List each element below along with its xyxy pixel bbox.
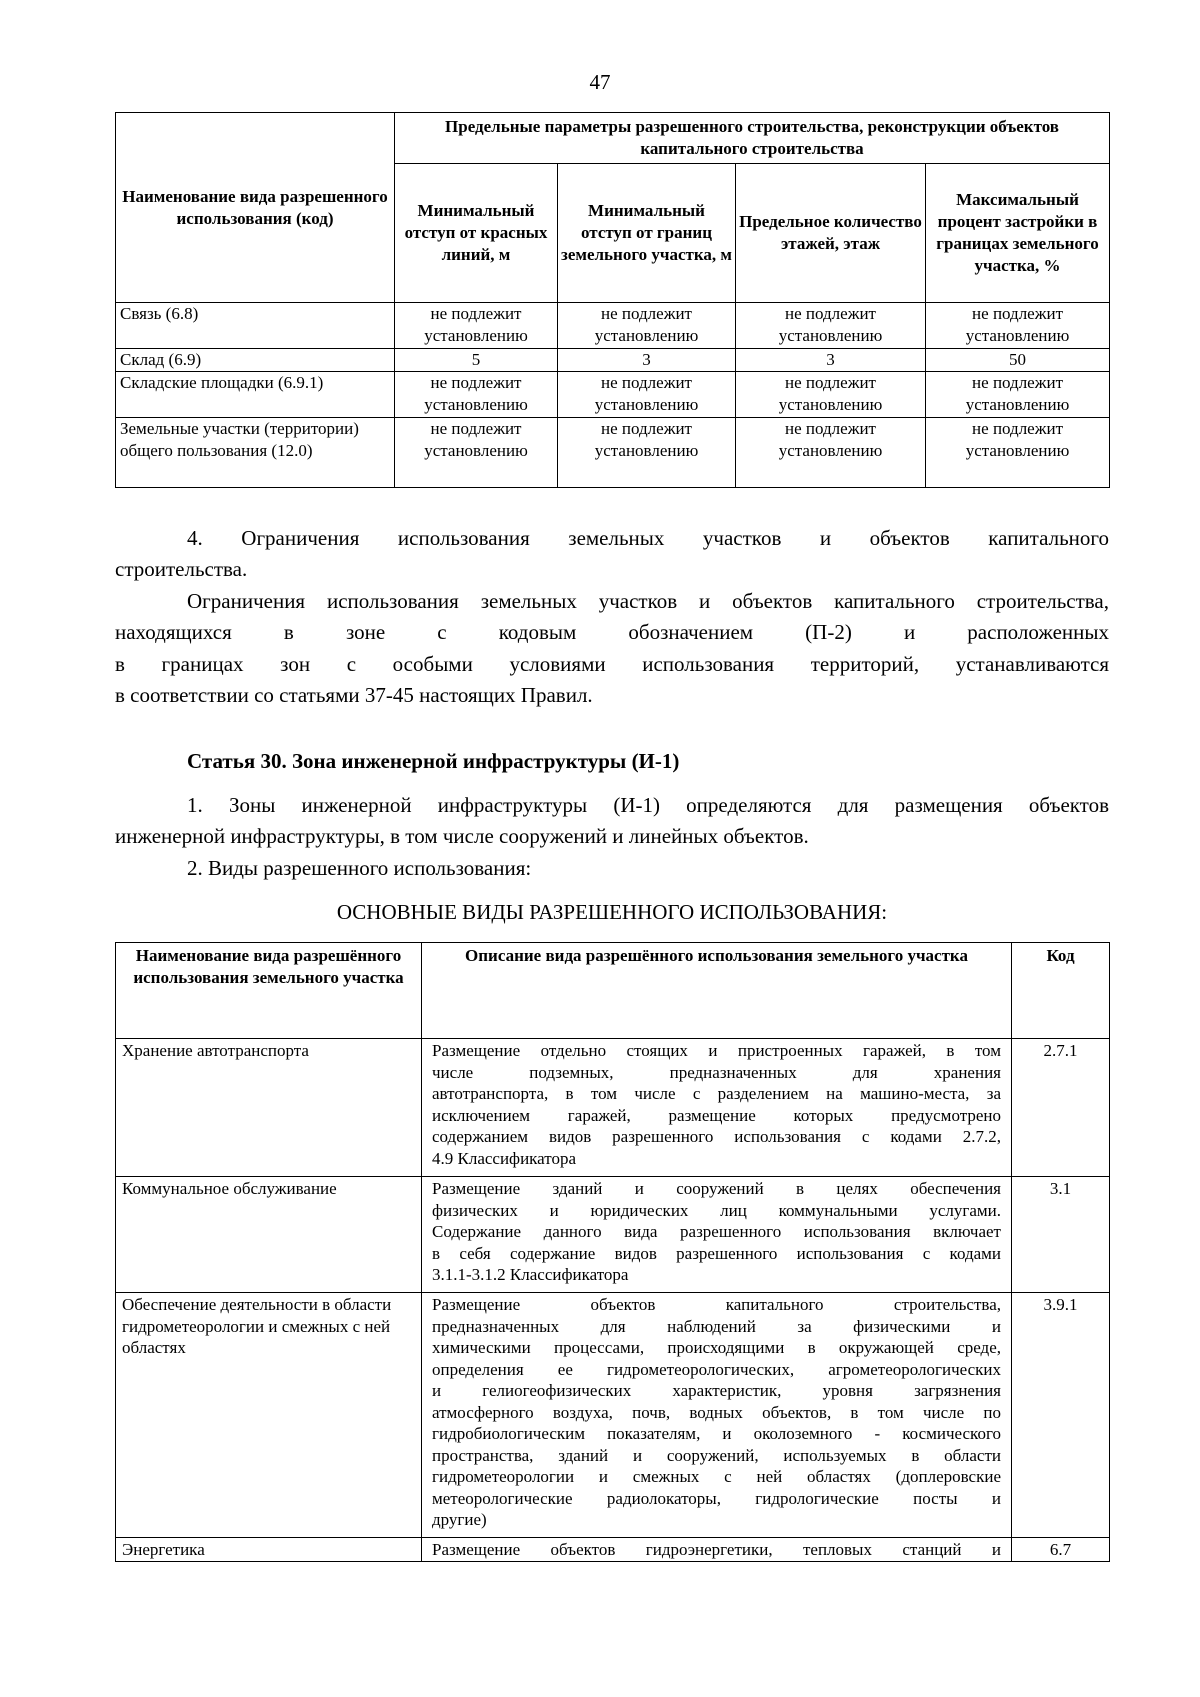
restriction-line-2: находящихся в зоне с кодовым обозначением (П-2) и расположенных [115, 620, 1109, 644]
desc-line: гидробиологическим показателям, и околоземного - космического [432, 1424, 1001, 1443]
desc-line: предназначенных для наблюдений за физическими и [432, 1316, 1001, 1336]
desc-line: другие) [432, 1510, 487, 1529]
t1-cell: не подлежит установлению [395, 418, 558, 488]
t1-cell: 3 [736, 349, 926, 372]
t1-cell: не подлежит установлению [558, 372, 736, 418]
t2-row-code: 3.9.1 [1012, 1293, 1110, 1538]
desc-line: числе подземных, предназначенных для хранения [432, 1062, 1001, 1082]
t1-cell: 3 [558, 349, 736, 372]
desc-line: химическими процессами, происходящими в окружающей среде, [432, 1338, 1001, 1357]
t1-row-name: Связь (6.8) [116, 303, 395, 349]
desc-line: физических и юридических лиц коммунальными услугами. [432, 1200, 1001, 1220]
t2-header-desc: Описание вида разрешённого использования земельного участка [422, 943, 1012, 1039]
t1-header-col-1: Минимальный отступ от красных линий, м [395, 164, 558, 303]
t2-header-name: Наименование вида разрешённого использования земельного участка [116, 943, 422, 1039]
table-row [116, 1177, 1110, 1293]
t1-header-group: Предельные параметры разрешенного строительства, реконструкции объектов капитального строительства [395, 113, 1110, 164]
article-heading: Статья 30. Зона инженерной инфраструктуры (И-1) [187, 749, 680, 773]
desc-line: гидрометеорологии и смежных с ней областях (доплеровские [432, 1467, 1001, 1486]
t2-row-desc [422, 1177, 1012, 1293]
desc-line: содержанием видов разрешенного использования с кодами 2.7.2, [432, 1127, 1001, 1146]
t1-cell: не подлежит установлению [926, 418, 1110, 488]
desc-line: 4.9 Классификатора [432, 1148, 577, 1168]
desc-line: метеорологические радиолокаторы, гидрологические посты и [432, 1488, 1001, 1508]
table-row [116, 372, 1110, 418]
t1-header-col-4: Максимальный процент застройки в границах земельного участка, % [926, 164, 1110, 303]
t1-cell: не подлежит установлению [926, 303, 1110, 349]
table-row [116, 303, 1110, 349]
t1-cell: 50 [926, 349, 1110, 372]
paragraph-2: 2. Виды разрешенного использования: [187, 856, 532, 880]
page-number: 47 [589, 70, 611, 94]
desc-line: 3.1.1-3.1.2 Классификатора [432, 1265, 629, 1284]
table-row [116, 349, 1110, 372]
table-row [116, 1039, 1110, 1177]
desc-line: исключением гаражей, размещение которых предусмотрено [432, 1105, 1001, 1125]
desc-line: атмосферного воздуха, почв, водных объектов, в том числе по [432, 1402, 1001, 1422]
t2-row-desc [422, 1538, 1012, 1562]
restriction-line-3: в границах зон с особыми условиями использования территорий, устанавливаются [115, 652, 1109, 676]
t1-header-col-3: Предельное количество этажей, этаж [736, 164, 926, 303]
t1-row-name: Склад (6.9) [116, 349, 395, 372]
t1-header-col-2: Минимальный отступ от границ земельного участка, м [558, 164, 736, 303]
desc-line: Размещение зданий и сооружений в целях обеспечения [432, 1179, 1001, 1198]
desc-line: и гелиогеофизических характеристик, уровня загрязнения [432, 1381, 1001, 1400]
item-4-line-2: строительства. [115, 557, 248, 581]
table-row [116, 1538, 1110, 1562]
t2-row-name: Коммунальное обслуживание [116, 1177, 422, 1293]
parameters-table [115, 112, 1110, 488]
desc-line: Размещение отдельно стоящих и пристроенных гаражей, в том [432, 1041, 1001, 1060]
t1-row-name: Складские площадки (6.9.1) [116, 372, 395, 418]
t2-row-name: Хранение автотранспорта [116, 1039, 422, 1177]
t1-row-name: Земельные участки (территории) общего пользования (12.0) [116, 418, 395, 488]
t2-row-code: 6.7 [1012, 1538, 1110, 1562]
desc-line: автотранспорта, в том числе с разделением на машино-места, за [432, 1084, 1001, 1103]
desc-line: пространства, зданий и сооружений, используемых в области [432, 1445, 1001, 1465]
t2-row-desc [422, 1293, 1012, 1538]
basic-types-title: ОСНОВНЫЕ ВИДЫ РАЗРЕШЕННОГО ИСПОЛЬЗОВАНИЯ: [336, 900, 888, 924]
t1-cell: не подлежит установлению [736, 303, 926, 349]
desc-line: в себя содержание видов разрешенного использования с кодами [432, 1243, 1001, 1263]
t1-cell: не подлежит установлению [558, 303, 736, 349]
restriction-line-4: в соответствии со статьями 37-45 настоящих Правил. [115, 683, 593, 707]
desc-line: Размещение объектов капитального строительства, [432, 1295, 1001, 1314]
paragraph-1-line-1: 1. Зоны инженерной инфраструктуры (И-1) определяются для размещения объектов [187, 793, 1109, 817]
t1-cell: не подлежит установлению [558, 418, 736, 488]
table-row [116, 418, 1110, 488]
t2-row-name: Обеспечение деятельности в области гидрометеорологии и смежных с ней областях [116, 1293, 422, 1538]
desc-line: определения ее гидрометеорологических, агрометеорологических [432, 1359, 1001, 1379]
permitted-use-table [115, 942, 1110, 1562]
t2-header-code: Код [1012, 943, 1110, 1039]
t1-cell: не подлежит установлению [926, 372, 1110, 418]
t1-cell: не подлежит установлению [395, 303, 558, 349]
table-row [116, 1293, 1110, 1538]
desc-line: Размещение объектов гидроэнергетики, тепловых станций и [432, 1540, 1001, 1559]
item-4-line-1: 4. Ограничения использования земельных участков и объектов капитального [187, 526, 1109, 550]
t1-cell: 5 [395, 349, 558, 372]
t2-row-code: 3.1 [1012, 1177, 1110, 1293]
t2-row-name: Энергетика [116, 1538, 422, 1562]
t1-cell: не подлежит установлению [736, 418, 926, 488]
t1-cell: не подлежит установлению [395, 372, 558, 418]
desc-line: Содержание данного вида разрешенного использования включает [432, 1222, 1001, 1241]
t1-header-name: Наименование вида разрешенного использования (код) [116, 113, 395, 303]
t2-row-desc [422, 1039, 1012, 1177]
paragraph-1-line-2: инженерной инфраструктуры, в том числе сооружений и линейных объектов. [115, 824, 809, 848]
restriction-line-1: Ограничения использования земельных участков и объектов капитального строительства, [187, 589, 1109, 613]
t1-cell: не подлежит установлению [736, 372, 926, 418]
t2-row-code: 2.7.1 [1012, 1039, 1110, 1177]
